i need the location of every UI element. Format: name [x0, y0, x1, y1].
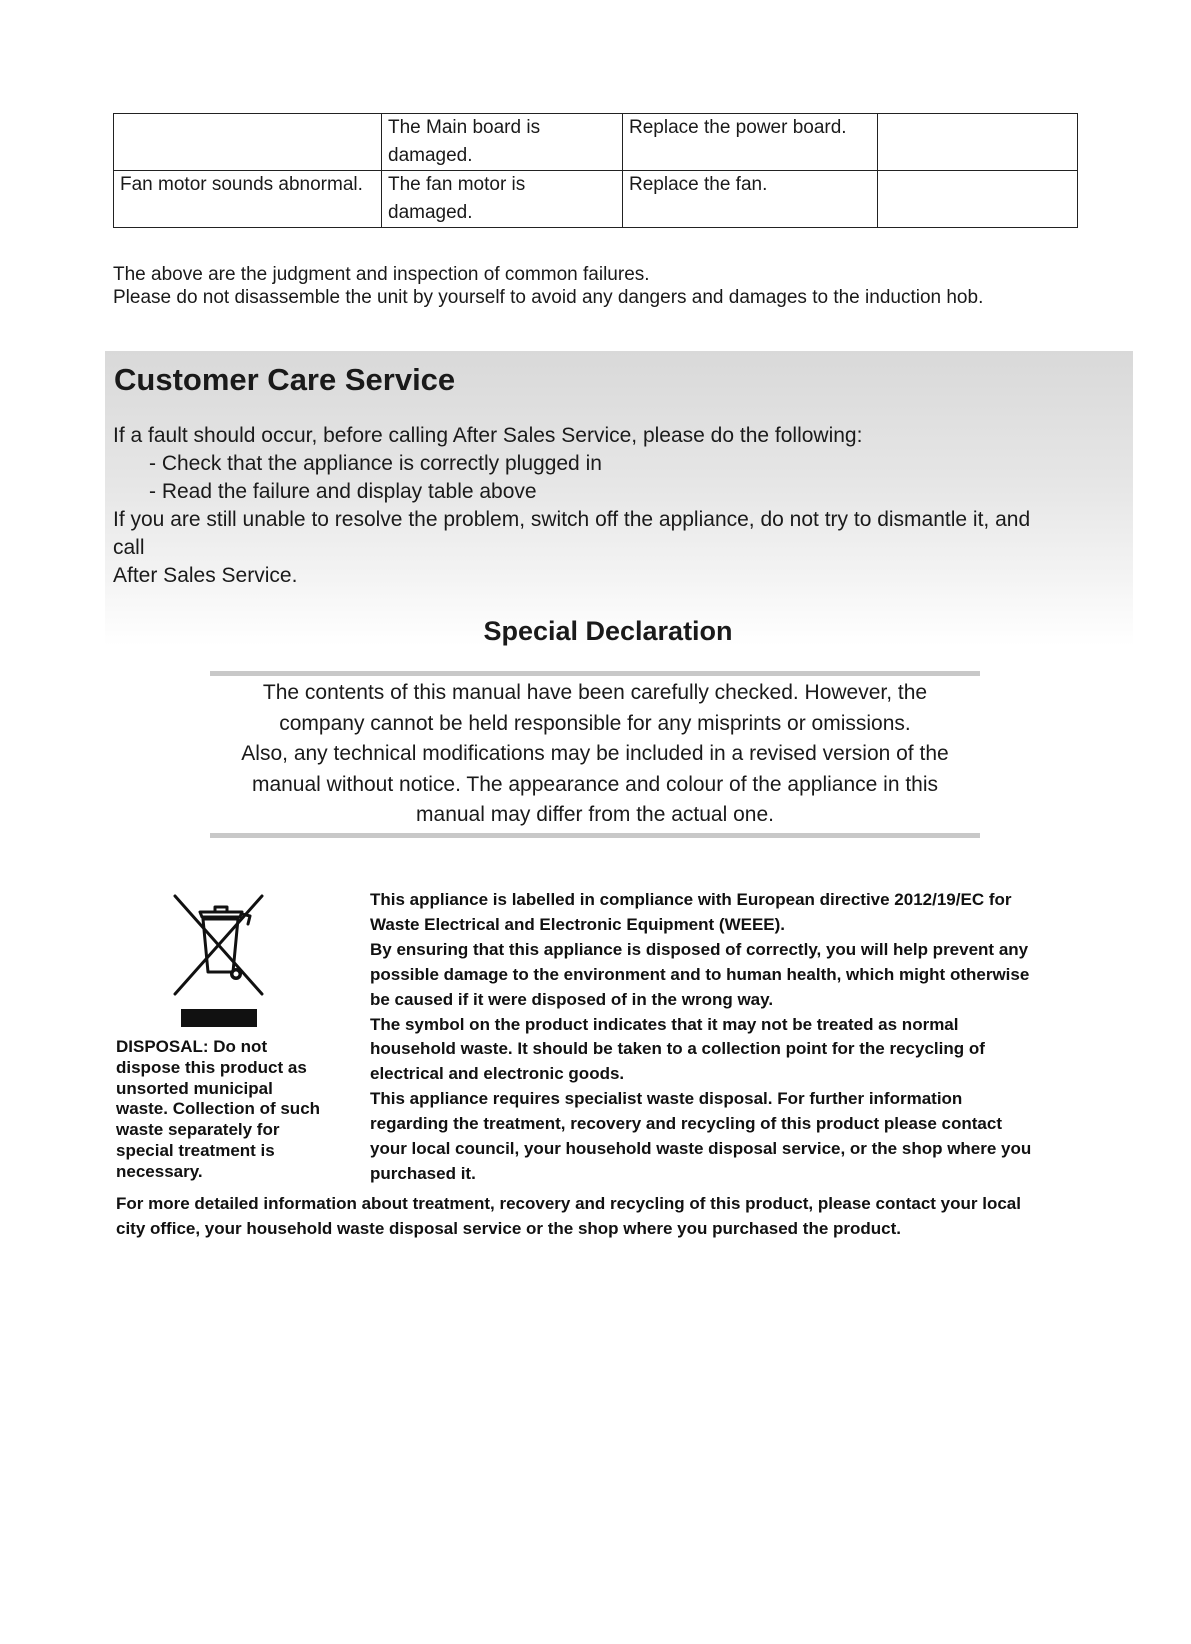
- weee-compliance-text: [370, 888, 1090, 1187]
- cause-line: The fan motor is: [388, 174, 526, 195]
- customer-care-title: Customer Care Service: [114, 362, 456, 397]
- disposal-line: special treatment is: [116, 1140, 275, 1160]
- more-info-line: For more detailed information about treatment, recovery and recycling of this product, please contact your local: [116, 1194, 1021, 1213]
- cause-cell: [382, 114, 623, 171]
- declaration-line: The contents of this manual have been carefully checked. However, the: [262, 681, 928, 704]
- declaration-line: manual may differ from the actual one.: [416, 803, 774, 826]
- weee-line: By ensuring that this appliance is disposed of correctly, you will help prevent any: [370, 939, 1029, 959]
- weee-line: household waste. It should be taken to a collection point for the recycling of: [370, 1039, 985, 1059]
- weee-line: purchased it.: [370, 1163, 476, 1183]
- weee-line: This appliance is labelled in compliance with European directive 2012/19/EC for: [370, 890, 1012, 909]
- note-cell: [878, 171, 1078, 228]
- care-step: - Read the failure and display table above: [149, 480, 537, 503]
- cause-line: The Main board is: [388, 117, 541, 138]
- note-cell: [878, 114, 1078, 171]
- special-declaration-title: Special Declaration: [483, 616, 733, 646]
- declaration-bottom-rule: [210, 833, 980, 838]
- weee-black-bar: [181, 1009, 257, 1027]
- declaration-line: manual without notice. The appearance and colour of the appliance in this: [251, 772, 939, 796]
- disposal-line: necessary.: [116, 1161, 203, 1181]
- care-closing-line: If you are still unable to resolve the problem, switch off the appliance, do not try to dismantle it, and: [113, 508, 1031, 531]
- weee-line: electrical and electronic goods.: [370, 1064, 625, 1084]
- disposal-line: waste. Collection of such: [116, 1099, 321, 1119]
- weee-line: Waste Electrical and Electronic Equipment (WEEE).: [370, 914, 786, 934]
- table-row: [114, 171, 1078, 228]
- table-row: [114, 114, 1078, 171]
- care-step: - Check that the appliance is correctly plugged in: [149, 452, 602, 475]
- weee-line: This appliance requires specialist waste disposal. For further information: [370, 1089, 963, 1109]
- more-info-line: city office, your household waste disposal service or the shop where you purchased the product.: [116, 1218, 902, 1238]
- declaration-top-rule: [210, 671, 980, 676]
- disposal-line: dispose this product as: [116, 1057, 307, 1077]
- failure-note: [113, 263, 983, 309]
- cause-line: damaged.: [388, 202, 473, 223]
- weee-line: possible damage to the environment and to human health, which might otherwise: [370, 964, 1030, 984]
- disposal-line: DISPOSAL: Do not: [116, 1037, 268, 1056]
- weee-line: regarding the treatment, recovery and recycling of this product please contact: [370, 1114, 1002, 1134]
- weee-line: The symbol on the product indicates that it may not be treated as normal: [370, 1014, 959, 1034]
- declaration-line: company cannot be held responsible for any misprints or omissions.: [279, 711, 911, 735]
- more-info-text: [116, 1192, 1096, 1241]
- disposal-notice: [116, 1037, 356, 1183]
- weee-line: be caused if it were disposed of in the wrong way.: [370, 989, 774, 1009]
- customer-care-text: [113, 422, 1113, 590]
- crossed-out-wheelie-bin-icon: [170, 890, 270, 998]
- fault-table: [113, 113, 1078, 228]
- declaration-line: Also, any technical modifications may be included in a revised version of the: [241, 742, 949, 765]
- symptom-cell: Fan motor sounds abnormal.: [114, 171, 382, 228]
- weee-line: your local council, your household waste disposal service, or the shop where you: [370, 1139, 1032, 1159]
- care-closing-line: call: [113, 536, 145, 559]
- disposal-line: waste separately for: [116, 1120, 280, 1140]
- solution-cell: Replace the fan.: [623, 171, 878, 228]
- note-line: The above are the judgment and inspection of common failures.: [113, 264, 650, 285]
- note-line: Please do not disassemble the unit by yourself to avoid any dangers and damages to the induction hob.: [113, 287, 984, 308]
- declaration-text: [210, 678, 980, 831]
- symptom-cell: [114, 114, 382, 171]
- solution-cell: Replace the power board.: [623, 114, 878, 171]
- cause-cell: [382, 171, 623, 228]
- cause-line: damaged.: [388, 145, 473, 166]
- care-intro: If a fault should occur, before calling After Sales Service, please do the following:: [113, 424, 863, 447]
- care-closing-line: After Sales Service.: [113, 564, 298, 587]
- disposal-line: unsorted municipal: [116, 1078, 273, 1098]
